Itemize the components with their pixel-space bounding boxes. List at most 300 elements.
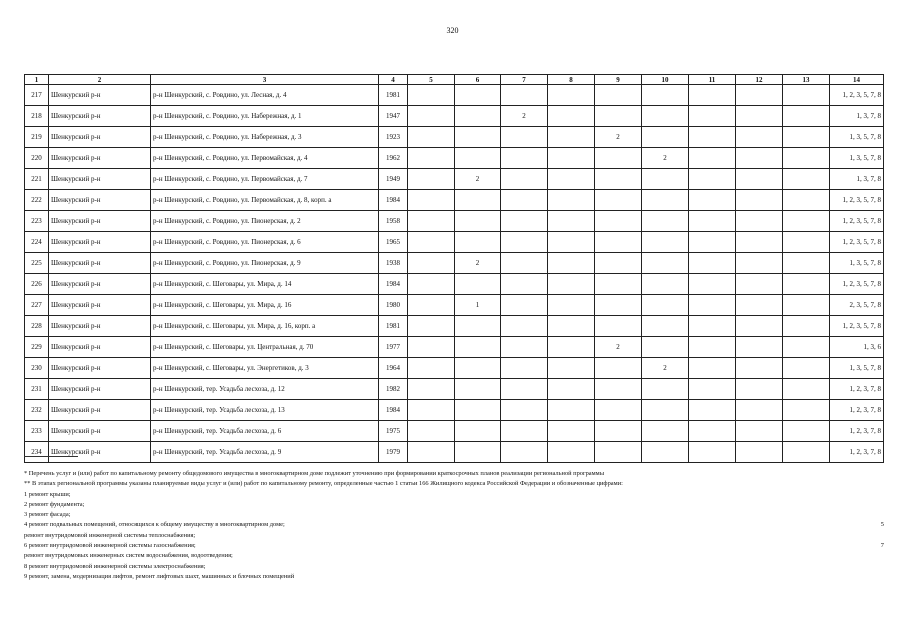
row-number: 218	[25, 106, 49, 127]
column-header: 2	[49, 75, 151, 85]
stage-cell	[548, 358, 595, 379]
stage-cell	[736, 358, 783, 379]
table-row	[25, 316, 884, 337]
stage-cell	[595, 253, 642, 274]
stage-cell	[689, 274, 736, 295]
column-header: 1	[25, 75, 49, 85]
stage-cell	[689, 85, 736, 106]
year-cell: 1965	[379, 232, 408, 253]
works-cell: 1, 3, 7, 8	[830, 169, 884, 190]
column-header: 8	[548, 75, 595, 85]
stage-cell	[595, 274, 642, 295]
stage-cell	[783, 148, 830, 169]
table-row	[25, 232, 884, 253]
district-cell: Шенкурский р-н	[49, 400, 151, 421]
footnote-line	[24, 469, 884, 479]
page-number: 320	[446, 26, 459, 35]
stage-cell	[736, 253, 783, 274]
table-row	[25, 127, 884, 148]
column-header: 7	[501, 75, 548, 85]
year-cell: 1977	[379, 337, 408, 358]
stage-cell	[689, 169, 736, 190]
stage-cell	[595, 316, 642, 337]
address-cell: р-н Шенкурский, с. Ровдино, ул. Пионерская, д. 6	[151, 232, 379, 253]
footnote-number: 5	[880, 521, 884, 529]
stage-cell	[548, 400, 595, 421]
table-row	[25, 190, 884, 211]
district-cell: Шенкурский р-н	[49, 421, 151, 442]
stage-cell	[689, 127, 736, 148]
stage-cell	[689, 295, 736, 316]
row-number: 226	[25, 274, 49, 295]
works-cell: 1, 2, 3, 5, 7, 8	[830, 85, 884, 106]
year-cell: 1981	[379, 316, 408, 337]
stage-cell	[501, 337, 548, 358]
stage-cell	[595, 148, 642, 169]
row-number: 223	[25, 211, 49, 232]
table-row	[25, 400, 884, 421]
column-header: 13	[783, 75, 830, 85]
stage-cell	[736, 400, 783, 421]
stage-cell	[642, 295, 689, 316]
stage-cell	[455, 148, 501, 169]
district-cell: Шенкурский р-н	[49, 337, 151, 358]
stage-cell	[642, 232, 689, 253]
footnote-text: 3 ремонт фасада;	[24, 511, 71, 519]
row-number: 229	[25, 337, 49, 358]
footnote-line	[24, 551, 884, 561]
footnote-line	[24, 479, 884, 489]
stage-cell	[689, 316, 736, 337]
stage-cell	[689, 253, 736, 274]
footnote-line	[24, 572, 884, 582]
stage-cell	[408, 337, 455, 358]
address-cell: р-н Шенкурский, с. Шеговары, ул. Мира, д. 16, корп. а	[151, 316, 379, 337]
address-cell: р-н Шенкурский, с. Шеговары, ул. Мира, д. 16	[151, 295, 379, 316]
stage-cell	[736, 190, 783, 211]
stage-cell	[548, 148, 595, 169]
table-row	[25, 295, 884, 316]
stage-cell	[455, 85, 501, 106]
footnote-line	[24, 562, 884, 572]
stage-cell	[783, 421, 830, 442]
table-row	[25, 148, 884, 169]
footnote-number: 7	[880, 542, 884, 550]
stage-cell	[783, 190, 830, 211]
footnotes	[24, 456, 884, 582]
address-cell: р-н Шенкурский, с. Ровдино, ул. Набережная, д. 3	[151, 127, 379, 148]
stage-cell	[548, 274, 595, 295]
year-cell: 1938	[379, 253, 408, 274]
year-cell: 1947	[379, 106, 408, 127]
stage-cell	[736, 337, 783, 358]
table-row	[25, 253, 884, 274]
stage-cell	[408, 106, 455, 127]
district-cell: Шенкурский р-н	[49, 274, 151, 295]
stage-cell	[548, 316, 595, 337]
stage-cell	[408, 148, 455, 169]
stage-cell	[595, 211, 642, 232]
year-cell: 1982	[379, 379, 408, 400]
year-cell: 1981	[379, 85, 408, 106]
year-cell: 1923	[379, 127, 408, 148]
row-number: 222	[25, 190, 49, 211]
stage-cell	[408, 169, 455, 190]
year-cell: 1984	[379, 400, 408, 421]
table-row	[25, 106, 884, 127]
footnote-text: 6 ремонт внутридомовой инженерной системы газоснабжения;	[24, 542, 196, 550]
stage-cell: 2	[642, 358, 689, 379]
stage-cell	[783, 316, 830, 337]
stage-cell	[455, 421, 501, 442]
stage-cell	[548, 169, 595, 190]
works-cell: 1, 3, 6	[830, 337, 884, 358]
stage-cell	[548, 253, 595, 274]
works-cell: 1, 2, 3, 7, 8	[830, 421, 884, 442]
table-row	[25, 169, 884, 190]
footnote-text: 1 ремонт крыши;	[24, 490, 71, 498]
stage-cell	[736, 295, 783, 316]
stage-cell	[548, 106, 595, 127]
year-cell: 1979	[379, 442, 408, 463]
address-cell: р-н Шенкурский, с. Шеговары, ул. Центральная, д. 70	[151, 337, 379, 358]
stage-cell	[642, 169, 689, 190]
footnote-line	[24, 510, 884, 520]
stage-cell	[736, 274, 783, 295]
stage-cell	[548, 127, 595, 148]
works-cell: 1, 2, 3, 5, 7, 8	[830, 232, 884, 253]
footnote-line	[24, 541, 884, 551]
address-cell: р-н Шенкурский, с. Ровдино, ул. Пионерская, д. 9	[151, 253, 379, 274]
stage-cell	[642, 253, 689, 274]
stage-cell	[595, 400, 642, 421]
row-number: 232	[25, 400, 49, 421]
stage-cell	[783, 253, 830, 274]
address-cell: р-н Шенкурский, тер. Усадьба лесхоза, д. 9	[151, 442, 379, 463]
stage-cell	[455, 337, 501, 358]
stage-cell	[595, 421, 642, 442]
stage-cell	[783, 379, 830, 400]
stage-cell	[548, 421, 595, 442]
table-body	[25, 85, 884, 463]
stage-cell	[595, 106, 642, 127]
stage-cell	[736, 421, 783, 442]
year-cell: 1958	[379, 211, 408, 232]
table-row	[25, 274, 884, 295]
stage-cell	[783, 274, 830, 295]
column-header: 14	[830, 75, 884, 85]
stage-cell	[595, 295, 642, 316]
stage-cell	[642, 337, 689, 358]
stage-cell	[689, 211, 736, 232]
row-number: 233	[25, 421, 49, 442]
stage-cell	[736, 85, 783, 106]
footnote-line	[24, 500, 884, 510]
stage-cell	[455, 232, 501, 253]
stage-cell	[455, 400, 501, 421]
footnote-text: ** В этапах региональной программы указаны планируемые виды услуг и (или) работ по капитальному ремонту, определенные частью 1 статьи 166 Жилищного кодекса Российской Федерации и обозначенные цифрами:	[24, 480, 623, 488]
stage-cell	[689, 421, 736, 442]
works-cell: 1, 3, 5, 7, 8	[830, 127, 884, 148]
address-cell: р-н Шенкурский, тер. Усадьба лесхоза, д. 6	[151, 421, 379, 442]
stage-cell	[595, 85, 642, 106]
row-number: 230	[25, 358, 49, 379]
stage-cell	[501, 211, 548, 232]
stage-cell	[736, 148, 783, 169]
capital-repair-table	[24, 74, 884, 463]
stage-cell	[783, 211, 830, 232]
works-cell: 1, 2, 3, 5, 7, 8	[830, 316, 884, 337]
district-cell: Шенкурский р-н	[49, 169, 151, 190]
stage-cell	[455, 106, 501, 127]
district-cell: Шенкурский р-н	[49, 358, 151, 379]
column-header: 11	[689, 75, 736, 85]
stage-cell	[642, 106, 689, 127]
column-header: 6	[455, 75, 501, 85]
row-number: 224	[25, 232, 49, 253]
stage-cell	[548, 295, 595, 316]
address-cell: р-н Шенкурский, с. Ровдино, ул. Первомайская, д. 7	[151, 169, 379, 190]
footnote-text: ремонт внутридомовых инженерных систем водоснабжения, водоотведения;	[24, 552, 233, 560]
footnote-text: 8 ремонт внутридомовой инженерной системы электроснабжения;	[24, 562, 206, 570]
stage-cell	[783, 295, 830, 316]
stage-cell	[548, 379, 595, 400]
stage-cell	[783, 85, 830, 106]
column-header: 4	[379, 75, 408, 85]
stage-cell	[455, 190, 501, 211]
stage-cell	[783, 232, 830, 253]
row-number: 228	[25, 316, 49, 337]
stage-cell: 2	[455, 169, 501, 190]
column-header: 12	[736, 75, 783, 85]
works-cell: 1, 3, 5, 7, 8	[830, 148, 884, 169]
row-number: 227	[25, 295, 49, 316]
address-cell: р-н Шенкурский, тер. Усадьба лесхоза, д. 13	[151, 400, 379, 421]
works-cell: 1, 3, 5, 7, 8	[830, 358, 884, 379]
column-header: 3	[151, 75, 379, 85]
address-cell: р-н Шенкурский, тер. Усадьба лесхоза, д. 12	[151, 379, 379, 400]
district-cell: Шенкурский р-н	[49, 127, 151, 148]
stage-cell	[548, 211, 595, 232]
year-cell: 1964	[379, 358, 408, 379]
stage-cell	[501, 232, 548, 253]
stage-cell: 1	[455, 295, 501, 316]
stage-cell	[408, 274, 455, 295]
stage-cell	[501, 148, 548, 169]
address-cell: р-н Шенкурский, с. Шеговары, ул. Мира, д. 14	[151, 274, 379, 295]
stage-cell	[408, 295, 455, 316]
row-number: 219	[25, 127, 49, 148]
stage-cell	[408, 211, 455, 232]
footnote-line	[24, 531, 884, 541]
stage-cell	[408, 358, 455, 379]
stage-cell	[501, 190, 548, 211]
stage-cell	[736, 379, 783, 400]
year-cell: 1975	[379, 421, 408, 442]
stage-cell	[642, 85, 689, 106]
stage-cell: 2	[455, 253, 501, 274]
stage-cell	[501, 400, 548, 421]
year-cell: 1984	[379, 274, 408, 295]
stage-cell	[736, 169, 783, 190]
stage-cell	[689, 190, 736, 211]
year-cell: 1984	[379, 190, 408, 211]
table-row	[25, 358, 884, 379]
row-number: 231	[25, 379, 49, 400]
row-number: 221	[25, 169, 49, 190]
stage-cell	[736, 127, 783, 148]
district-cell: Шенкурский р-н	[49, 190, 151, 211]
footnote-text: * Перечень услуг и (или) работ по капитальному ремонту общедомового имущества в многоквартирном доме подлежит уточнению при формировании краткосрочных планов реализации региональной программы	[24, 470, 605, 477]
stage-cell	[783, 106, 830, 127]
address-cell: р-н Шенкурский, с. Шеговары, ул. Энергетиков, д. 3	[151, 358, 379, 379]
stage-cell	[595, 190, 642, 211]
stage-cell	[548, 190, 595, 211]
address-cell: р-н Шенкурский, с. Ровдино, ул. Лесная, д. 4	[151, 85, 379, 106]
stage-cell	[595, 169, 642, 190]
stage-cell	[736, 211, 783, 232]
stage-cell	[642, 211, 689, 232]
works-cell: 2, 3, 5, 7, 8	[830, 295, 884, 316]
stage-cell	[408, 232, 455, 253]
year-cell: 1962	[379, 148, 408, 169]
stage-cell	[548, 337, 595, 358]
stage-cell	[501, 169, 548, 190]
table-row	[25, 337, 884, 358]
stage-cell	[455, 211, 501, 232]
footnote-line	[24, 490, 884, 500]
table-header-row	[25, 75, 884, 85]
stage-cell	[689, 358, 736, 379]
row-number: 225	[25, 253, 49, 274]
stage-cell	[501, 421, 548, 442]
works-cell: 1, 2, 3, 5, 7, 8	[830, 274, 884, 295]
column-header: 10	[642, 75, 689, 85]
stage-cell	[408, 253, 455, 274]
footnote-divider	[24, 456, 78, 457]
stage-cell	[501, 274, 548, 295]
stage-cell	[689, 400, 736, 421]
stage-cell	[455, 379, 501, 400]
stage-cell	[501, 379, 548, 400]
stage-cell	[642, 379, 689, 400]
district-cell: Шенкурский р-н	[49, 253, 151, 274]
column-header: 5	[408, 75, 455, 85]
stage-cell	[642, 274, 689, 295]
district-cell: Шенкурский р-н	[49, 232, 151, 253]
address-cell: р-н Шенкурский, с. Ровдино, ул. Первомайская, д. 4	[151, 148, 379, 169]
table-row	[25, 85, 884, 106]
footnote-list	[24, 469, 884, 582]
stage-cell: 2	[595, 337, 642, 358]
works-cell: 1, 2, 3, 7, 8	[830, 442, 884, 463]
district-cell: Шенкурский р-н	[49, 316, 151, 337]
stage-cell: 2	[595, 127, 642, 148]
works-cell: 1, 2, 3, 7, 8	[830, 379, 884, 400]
stage-cell	[642, 316, 689, 337]
table-row	[25, 211, 884, 232]
stage-cell	[783, 337, 830, 358]
stage-cell	[501, 358, 548, 379]
footnote-line	[24, 520, 884, 530]
stage-cell	[642, 421, 689, 442]
stage-cell	[548, 85, 595, 106]
district-cell: Шенкурский р-н	[49, 106, 151, 127]
district-cell: Шенкурский р-н	[49, 211, 151, 232]
stage-cell	[642, 127, 689, 148]
stage-cell	[455, 127, 501, 148]
table-row	[25, 421, 884, 442]
stage-cell	[783, 169, 830, 190]
stage-cell	[501, 295, 548, 316]
stage-cell	[689, 148, 736, 169]
stage-cell	[736, 106, 783, 127]
stage-cell	[642, 400, 689, 421]
stage-cell: 2	[642, 148, 689, 169]
stage-cell	[783, 400, 830, 421]
works-cell: 1, 2, 3, 7, 8	[830, 400, 884, 421]
stage-cell	[642, 190, 689, 211]
row-number: 234	[25, 442, 49, 463]
address-cell: р-н Шенкурский, с. Ровдино, ул. Пионерская, д. 2	[151, 211, 379, 232]
address-cell: р-н Шенкурский, с. Ровдино, ул. Набережная, д. 1	[151, 106, 379, 127]
stage-cell	[408, 421, 455, 442]
stage-cell	[689, 379, 736, 400]
stage-cell	[736, 316, 783, 337]
district-cell: Шенкурский р-н	[49, 85, 151, 106]
stage-cell	[595, 232, 642, 253]
stage-cell	[595, 358, 642, 379]
stage-cell	[501, 127, 548, 148]
works-cell: 1, 2, 3, 5, 7, 8	[830, 211, 884, 232]
stage-cell	[689, 106, 736, 127]
stage-cell	[408, 400, 455, 421]
row-number: 217	[25, 85, 49, 106]
district-cell: Шенкурский р-н	[49, 442, 151, 463]
year-cell: 1949	[379, 169, 408, 190]
works-cell: 1, 2, 3, 5, 7, 8	[830, 190, 884, 211]
stage-cell: 2	[501, 106, 548, 127]
footnote-text: 4 ремонт подвальных помещений, относящихся к общему имуществу в многоквартирном доме;	[24, 521, 285, 529]
table-row	[25, 379, 884, 400]
stage-cell	[501, 253, 548, 274]
district-cell: Шенкурский р-н	[49, 379, 151, 400]
footnote-text: 9 ремонт, замена, модернизация лифтов, ремонт лифтовых шахт, машинных и блочных помещений	[24, 572, 295, 580]
stage-cell	[783, 358, 830, 379]
stage-cell	[689, 232, 736, 253]
stage-cell	[408, 190, 455, 211]
stage-cell	[548, 232, 595, 253]
stage-cell	[501, 85, 548, 106]
address-cell: р-н Шенкурский, с. Ровдино, ул. Первомайская, д. 8, корп. а	[151, 190, 379, 211]
district-cell: Шенкурский р-н	[49, 295, 151, 316]
stage-cell	[408, 316, 455, 337]
stage-cell	[595, 379, 642, 400]
stage-cell	[736, 232, 783, 253]
works-cell: 1, 3, 5, 7, 8	[830, 253, 884, 274]
stage-cell	[455, 316, 501, 337]
stage-cell	[455, 358, 501, 379]
district-cell: Шенкурский р-н	[49, 148, 151, 169]
stage-cell	[408, 127, 455, 148]
footnote-text: 2 ремонт фундамента;	[24, 500, 85, 508]
stage-cell	[408, 379, 455, 400]
works-cell: 1, 3, 7, 8	[830, 106, 884, 127]
footnote-text: ремонт внутридомовой инженерной системы теплоснабжения;	[24, 531, 196, 539]
year-cell: 1980	[379, 295, 408, 316]
column-header: 9	[595, 75, 642, 85]
stage-cell	[783, 127, 830, 148]
